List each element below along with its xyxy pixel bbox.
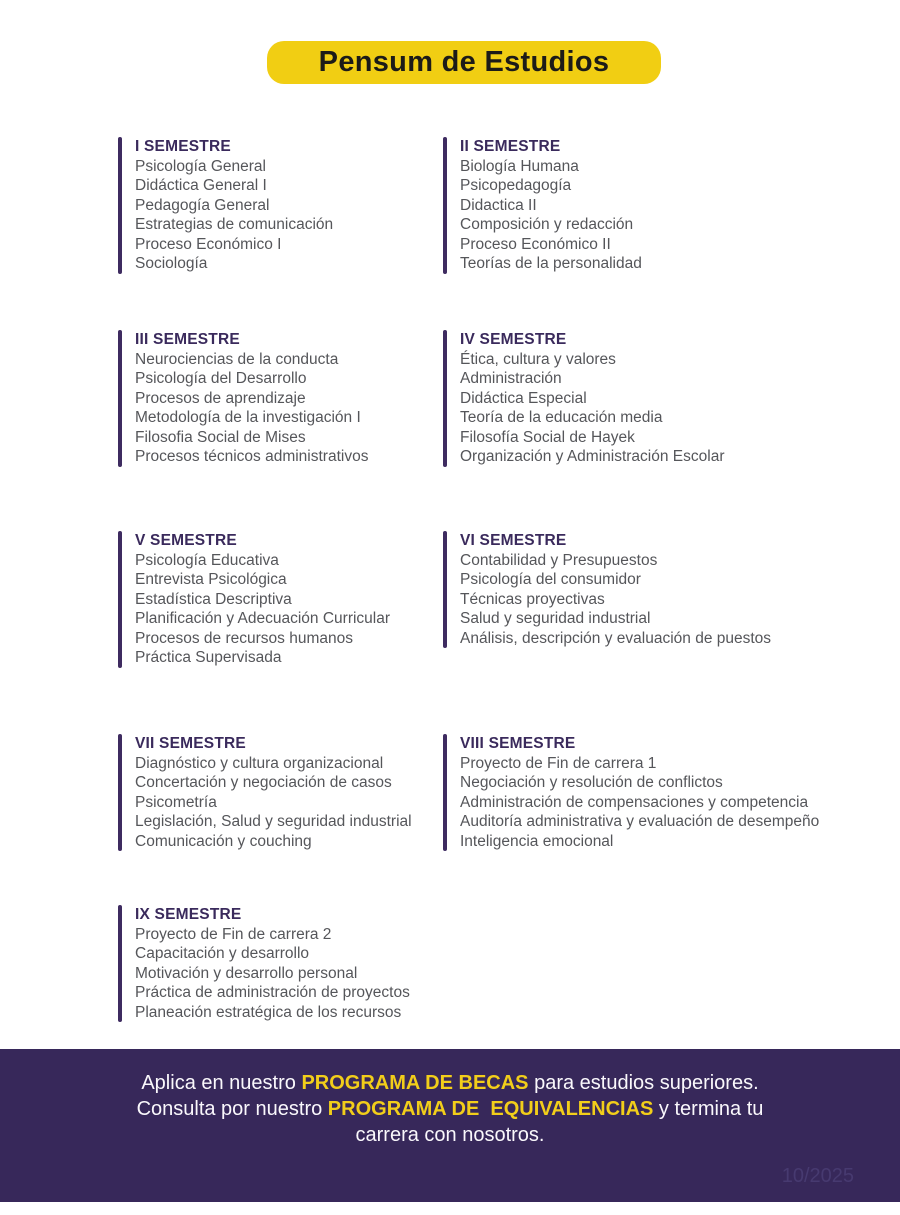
semester-block xyxy=(443,137,642,274)
course-item: Estrategias de comunicación xyxy=(135,216,334,233)
course-item: Comunicación y couching xyxy=(135,832,312,850)
date-watermark: 10/2025 xyxy=(781,1165,854,1187)
semester-block xyxy=(443,330,724,467)
semester-heading: VII SEMESTRE xyxy=(135,735,246,752)
course-item: Motivación y desarrollo personal xyxy=(135,964,358,982)
course-item: Psicología del Desarrollo xyxy=(135,370,307,387)
semester-block xyxy=(118,137,333,274)
semester-content xyxy=(122,905,410,1022)
course-item: Composición y redacción xyxy=(460,216,634,233)
course-item: Biología Humana xyxy=(460,157,579,175)
semester-heading: VIII SEMESTRE xyxy=(460,735,576,752)
course-item: Estadística Descriptiva xyxy=(135,590,292,608)
semester-content xyxy=(447,734,819,851)
course-item: Legislación, Salud y seguridad industrial xyxy=(135,813,412,830)
semester-heading: IX SEMESTRE xyxy=(135,906,242,923)
footer-segment: Aplica en nuestro xyxy=(141,1072,302,1094)
page-title: Pensum de Estudios xyxy=(318,46,610,78)
course-item: Didáctica General I xyxy=(135,177,267,194)
semester-content xyxy=(122,330,368,467)
semester-heading: V SEMESTRE xyxy=(135,532,237,549)
course-item: Pedagogía General xyxy=(135,196,270,214)
course-item: Planeación estratégica de los recursos xyxy=(135,1003,402,1021)
semester-block xyxy=(118,905,410,1022)
semester-heading: I SEMESTRE xyxy=(135,138,231,155)
page-title-pill xyxy=(267,41,661,84)
course-item: Planificación y Adecuación Curricular xyxy=(135,610,391,627)
semester-content xyxy=(122,734,412,851)
course-item: Psicología del consumidor xyxy=(460,571,641,588)
course-item: Inteligencia emocional xyxy=(460,832,614,850)
semester-heading: IV SEMESTRE xyxy=(460,331,567,348)
semester-block xyxy=(118,734,412,851)
course-item: Proyecto de Fin de carrera 2 xyxy=(135,925,332,943)
course-item: Filosofia Social de Mises xyxy=(135,428,306,446)
course-item: Administración xyxy=(460,370,562,387)
course-item: Organización y Administración Escolar xyxy=(460,448,725,465)
course-item: Administración de compensaciones y competencia xyxy=(460,793,809,811)
course-item: Filosofía Social de Hayek xyxy=(460,428,635,446)
course-item: Procesos de recursos humanos xyxy=(135,629,353,647)
course-item: Entrevista Psicológica xyxy=(135,571,287,588)
course-item: Psicología General xyxy=(135,157,266,175)
semester-heading: III SEMESTRE xyxy=(135,331,240,348)
course-item: Neurociencias de la conducta xyxy=(135,350,339,368)
course-item: Contabilidad y Presupuestos xyxy=(460,551,658,569)
footer-line xyxy=(0,1096,900,1122)
course-item: Didactica II xyxy=(460,196,537,214)
semester-block xyxy=(443,531,771,648)
course-item: Salud y seguridad industrial xyxy=(460,610,651,627)
course-item: Didáctica Especial xyxy=(460,389,587,407)
course-item: Psicopedagogía xyxy=(460,177,572,194)
course-item: Proceso Económico I xyxy=(135,235,282,253)
footer-segment: y termina tu xyxy=(653,1098,764,1120)
course-item: Proyecto de Fin de carrera 1 xyxy=(460,754,657,772)
semester-content xyxy=(447,531,771,648)
course-item: Psicología Educativa xyxy=(135,551,279,569)
course-item: Sociología xyxy=(135,255,208,272)
semester-block xyxy=(118,531,390,668)
course-item: Concertación y negociación de casos xyxy=(135,774,392,791)
footer-line xyxy=(0,1122,900,1148)
course-item: Procesos técnicos administrativos xyxy=(135,448,369,465)
semester-heading: II SEMESTRE xyxy=(460,138,561,155)
semester-content xyxy=(122,531,390,668)
course-item: Análisis, descripción y evaluación de puestos xyxy=(460,629,772,647)
course-item: Metodología de la investigación I xyxy=(135,409,361,426)
course-item: Práctica de administración de proyectos xyxy=(135,984,410,1001)
course-item: Ética, cultura y valores xyxy=(460,350,616,368)
course-item: Psicometría xyxy=(135,793,217,811)
course-item: Diagnóstico y cultura organizacional xyxy=(135,754,384,772)
course-item: Teoría de la educación media xyxy=(460,409,663,426)
semester-content xyxy=(447,137,642,274)
semester-block xyxy=(118,330,368,467)
semester-heading: VI SEMESTRE xyxy=(460,532,567,549)
semester-content xyxy=(122,137,333,274)
course-item: Negociación y resolución de conflictos xyxy=(460,774,723,791)
course-item: Proceso Económico II xyxy=(460,235,611,253)
footer-highlight: PROGRAMA DE BECAS xyxy=(301,1072,529,1094)
course-item: Auditoría administrativa y evaluación de desempeño xyxy=(460,813,820,830)
footer-banner xyxy=(0,1049,900,1202)
footer-segment: carrera con nosotros. xyxy=(355,1124,545,1146)
footer-line xyxy=(0,1070,900,1096)
course-item: Práctica Supervisada xyxy=(135,649,282,666)
semester-block xyxy=(443,734,819,851)
course-item: Teorías de la personalidad xyxy=(460,255,642,272)
course-item: Capacitación y desarrollo xyxy=(135,945,310,962)
footer-highlight: PROGRAMA DE EQUIVALENCIAS xyxy=(327,1098,654,1120)
course-item: Procesos de aprendizaje xyxy=(135,389,306,407)
footer-segment: Consulta por nuestro xyxy=(136,1098,328,1120)
footer-segment: para estudios superiores. xyxy=(528,1072,759,1094)
footer-text xyxy=(0,1070,900,1148)
course-item: Técnicas proyectivas xyxy=(460,590,605,608)
semester-content xyxy=(447,330,724,467)
